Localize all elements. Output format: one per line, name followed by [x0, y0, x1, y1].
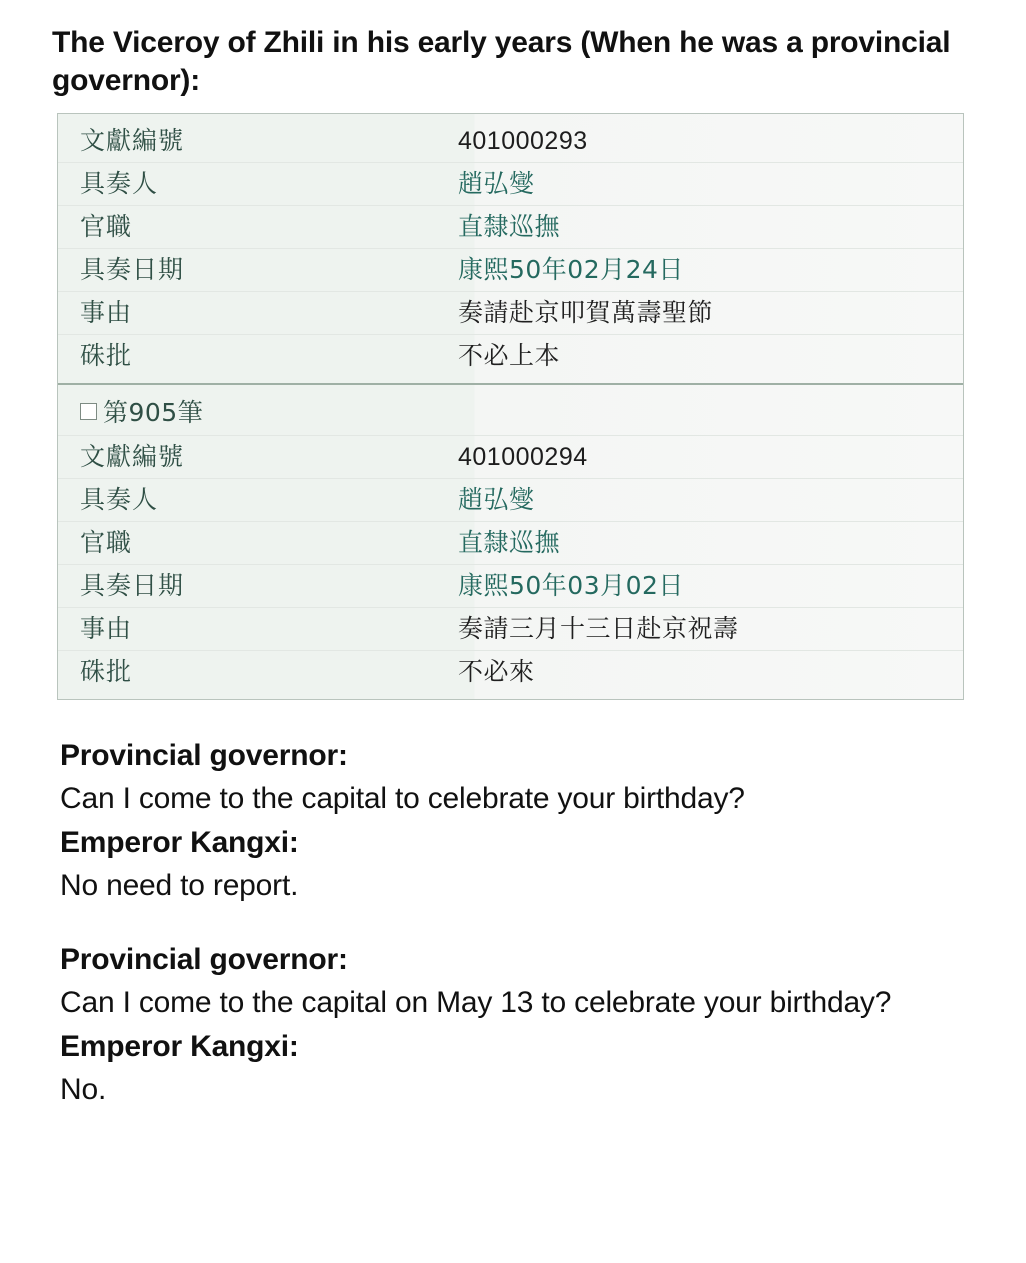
- row-label: 官職: [80, 211, 133, 241]
- row-value: 趙弘燮: [458, 484, 535, 514]
- table-row: [58, 608, 963, 651]
- table-row: [58, 120, 963, 163]
- dialogue-text: Can I come to the capital on May 13 to celebrate your birthday?: [60, 986, 892, 1020]
- table-row: [58, 436, 963, 479]
- table-row: [58, 522, 963, 565]
- dialogue-speaker: Emperor Kangxi:: [60, 1029, 299, 1063]
- row-value: 不必上本: [458, 340, 561, 370]
- archive-records-panel: [57, 113, 964, 700]
- row-value: 奏請三月十三日赴京祝壽: [458, 613, 739, 643]
- record-count-row: [58, 391, 963, 436]
- table-row: [58, 651, 963, 693]
- row-label: 事由: [80, 297, 133, 327]
- row-value: 直隸巡撫: [458, 211, 561, 241]
- row-value: 直隸巡撫: [458, 527, 561, 557]
- record-count-cell: [58, 391, 458, 435]
- table-row: [58, 292, 963, 335]
- dialogue-speaker: Provincial governor:: [60, 942, 348, 976]
- row-value: 奏請赴京叩賀萬壽聖節: [458, 297, 714, 327]
- record-select-checkbox[interactable]: [80, 403, 97, 420]
- row-value: 401000294: [458, 442, 588, 471]
- table-row: [58, 249, 963, 292]
- dialogue-speaker: Provincial governor:: [60, 738, 348, 772]
- row-label: 具奏日期: [80, 254, 185, 284]
- table-row: [58, 565, 963, 608]
- row-label: 硃批: [80, 340, 133, 370]
- table-row: [58, 206, 963, 249]
- dialogue-speaker: Emperor Kangxi:: [60, 825, 299, 859]
- row-label: 官職: [80, 527, 133, 557]
- dialogue-text: No need to report.: [60, 869, 299, 903]
- page-title: The Viceroy of Zhili in his early years (When he was a provincial governor):: [52, 26, 951, 98]
- table-row: [58, 163, 963, 206]
- table-row: [58, 479, 963, 522]
- dialogue-text: Can I come to the capital to celebrate your birthday?: [60, 782, 745, 816]
- row-label: 具奏人: [80, 484, 159, 514]
- row-value: 趙弘燮: [458, 168, 535, 198]
- row-label: 硃批: [80, 656, 133, 686]
- row-value: 不必來: [458, 656, 535, 686]
- row-value: 康熙50年02月24日: [458, 254, 684, 284]
- row-label: 文獻編號: [80, 125, 185, 155]
- row-label: 文獻編號: [80, 441, 185, 471]
- dialogue-block: [60, 734, 986, 1112]
- record-block: [58, 114, 963, 383]
- row-label: 具奏人: [80, 168, 159, 198]
- row-value: 康熙50年03月02日: [458, 570, 684, 600]
- row-label: 具奏日期: [80, 570, 185, 600]
- dialogue-separator: [60, 908, 986, 938]
- row-value: 401000293: [458, 126, 588, 155]
- table-row: [58, 335, 963, 377]
- record-block: [58, 383, 963, 699]
- row-label: 事由: [80, 613, 133, 643]
- record-count-label: 第905筆: [103, 397, 204, 427]
- dialogue-text: No.: [60, 1073, 107, 1107]
